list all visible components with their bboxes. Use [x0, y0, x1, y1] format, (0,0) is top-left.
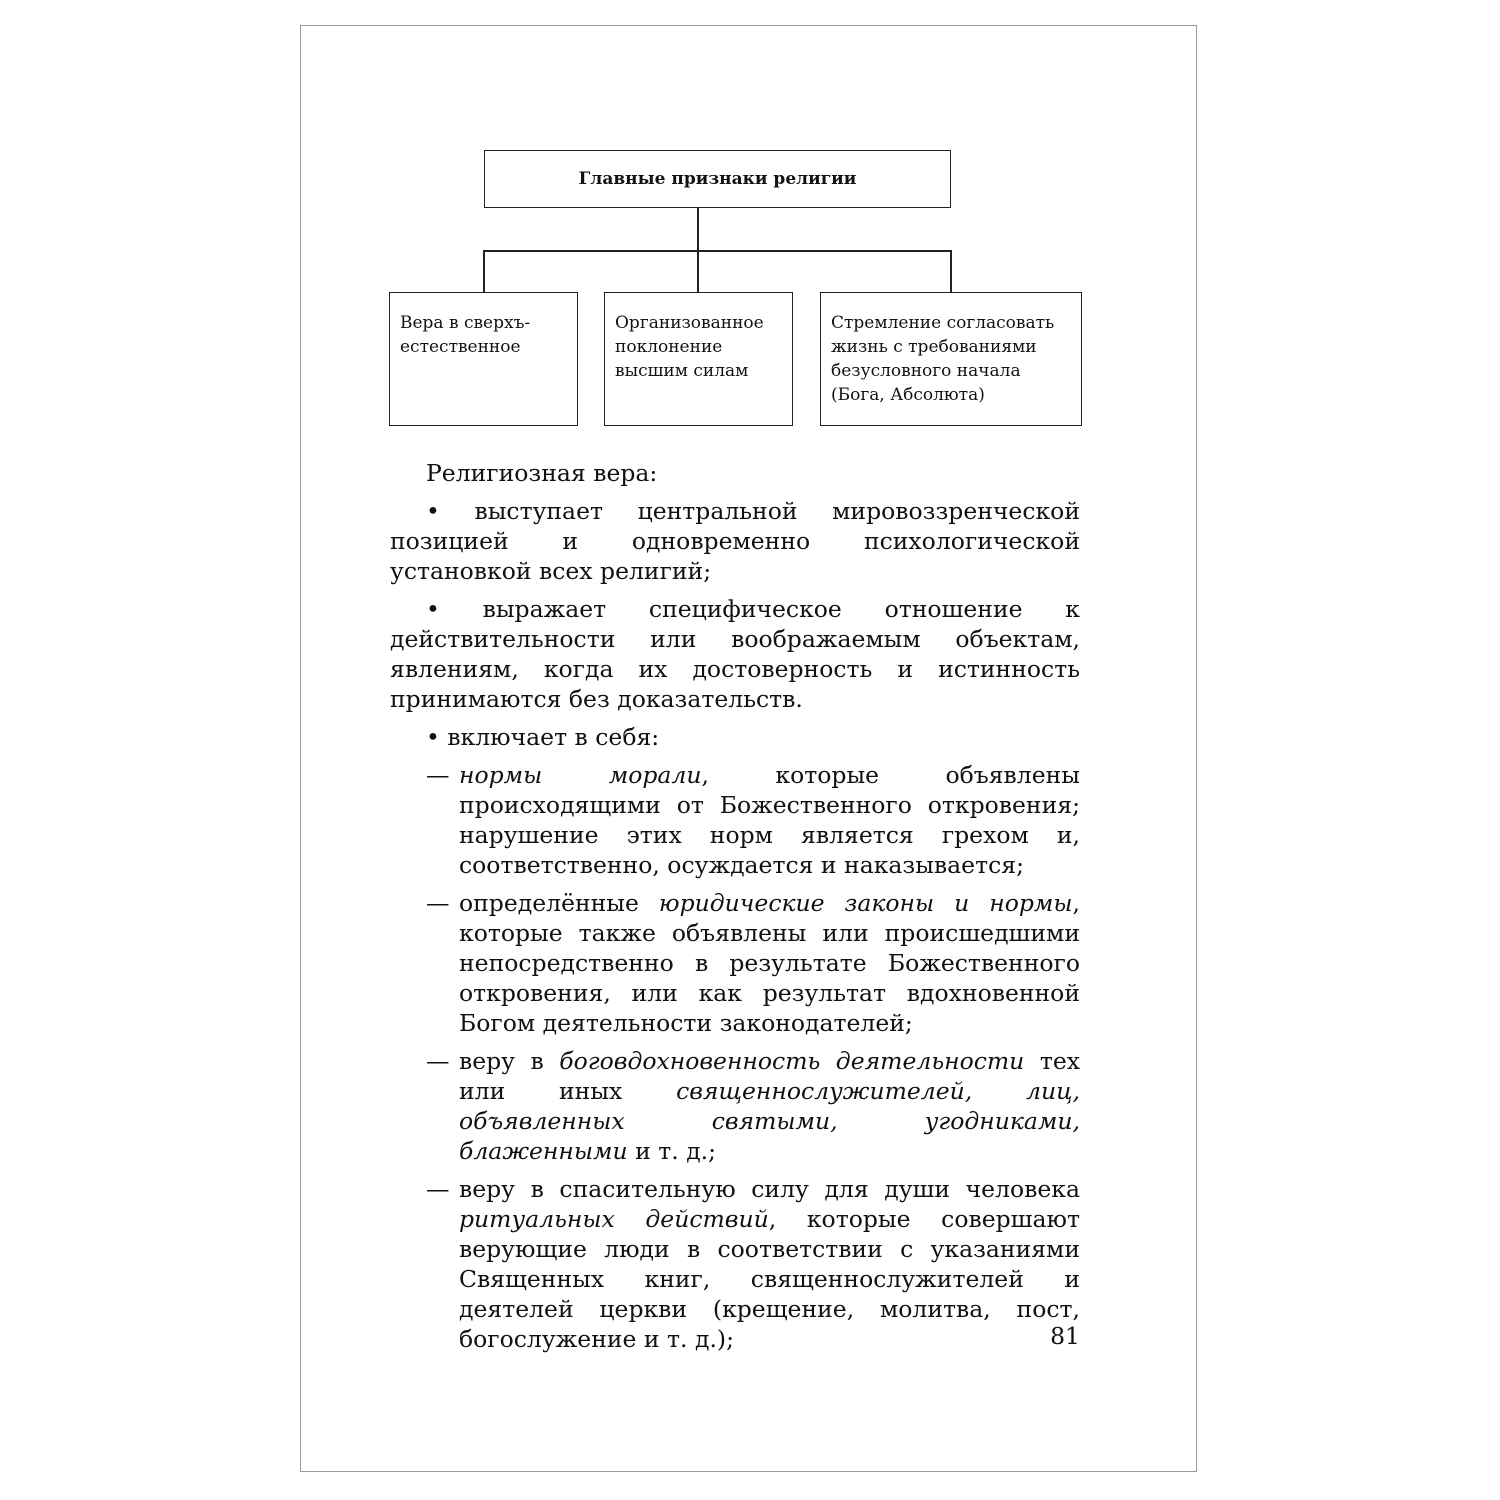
body-text — [390, 458, 1080, 1362]
dash-text: , которые объявлены происходящими от Божественного откровения; нарушение этих норм является грехом и, соответственно, осуждается и наказывается; — [459, 761, 1080, 879]
page-number: 81 — [1050, 1322, 1080, 1350]
diagram-title: Главные признаки религии — [578, 169, 857, 189]
bullet-paragraph: • выражает специфическое отношение к действительности или воображаемым объектам, явлениям, когда их достоверность и истинность принимаются без доказательств. — [390, 595, 1080, 713]
connector-left — [483, 250, 485, 292]
bullet-paragraph: • включает в себя: — [426, 723, 660, 751]
diagram-box-label: Вера в сверхъ- естественное — [400, 313, 531, 357]
dash-item — [390, 760, 1080, 880]
diagram-title-box — [484, 150, 951, 208]
diagram-box-worship — [604, 292, 793, 426]
connector-horizontal — [483, 250, 951, 252]
dash-item — [390, 1174, 1080, 1354]
emphasis: нормы морали — [459, 761, 702, 789]
emphasis: боговдохновенность деятельности — [559, 1047, 1025, 1075]
dash-text: веру в — [459, 1047, 560, 1075]
connector-middle — [697, 250, 699, 292]
dash-text: , которые также объявлены или происшедшими непосредственно в результате Божественного откровения, или как результат вдохновенной Богом деятельности законодателей; — [459, 889, 1080, 1037]
dash-mark: — — [426, 761, 450, 789]
dash-item — [390, 888, 1080, 1038]
diagram-box-supernatural — [389, 292, 578, 426]
dash-text: тех или иных — [459, 1047, 1080, 1105]
connector-vertical-main — [697, 208, 699, 251]
dash-mark: — — [426, 1175, 450, 1203]
connector-right — [950, 250, 952, 292]
emphasis: юридические законы и нормы — [658, 889, 1073, 917]
intro-paragraph: Религиозная вера: — [426, 459, 658, 487]
emphasis: ритуальных действий — [459, 1205, 769, 1233]
dash-mark: — — [426, 889, 450, 917]
emphasis: священнослужителей, лиц, объявленных святыми, угодниками, блаженными — [459, 1077, 1080, 1165]
dash-text: , которые совершают верующие люди в соответствии с указаниями Священных книг, священнослужителей и деятелей церкви (крещение, молитва, пост, богослужение и т. д.); — [459, 1205, 1080, 1353]
bullet-paragraph: • выступает центральной мировоззренческой позицией и одновременно психологической установкой всех религий; — [390, 497, 1080, 585]
dash-item — [390, 1046, 1080, 1166]
diagram-box-absolute — [820, 292, 1082, 426]
dash-text: веру в спасительную силу для души человека — [459, 1175, 1080, 1203]
dash-text: и т. д.; — [627, 1137, 717, 1165]
diagram-box-label: Стремление согласовать жизнь с требованиями безусловного начала (Бога, Абсолюта) — [831, 313, 1055, 405]
diagram-box-label: Организованное поклонение высшим силам — [615, 313, 764, 381]
dash-mark: — — [426, 1047, 450, 1075]
dash-text: определённые — [459, 889, 659, 917]
